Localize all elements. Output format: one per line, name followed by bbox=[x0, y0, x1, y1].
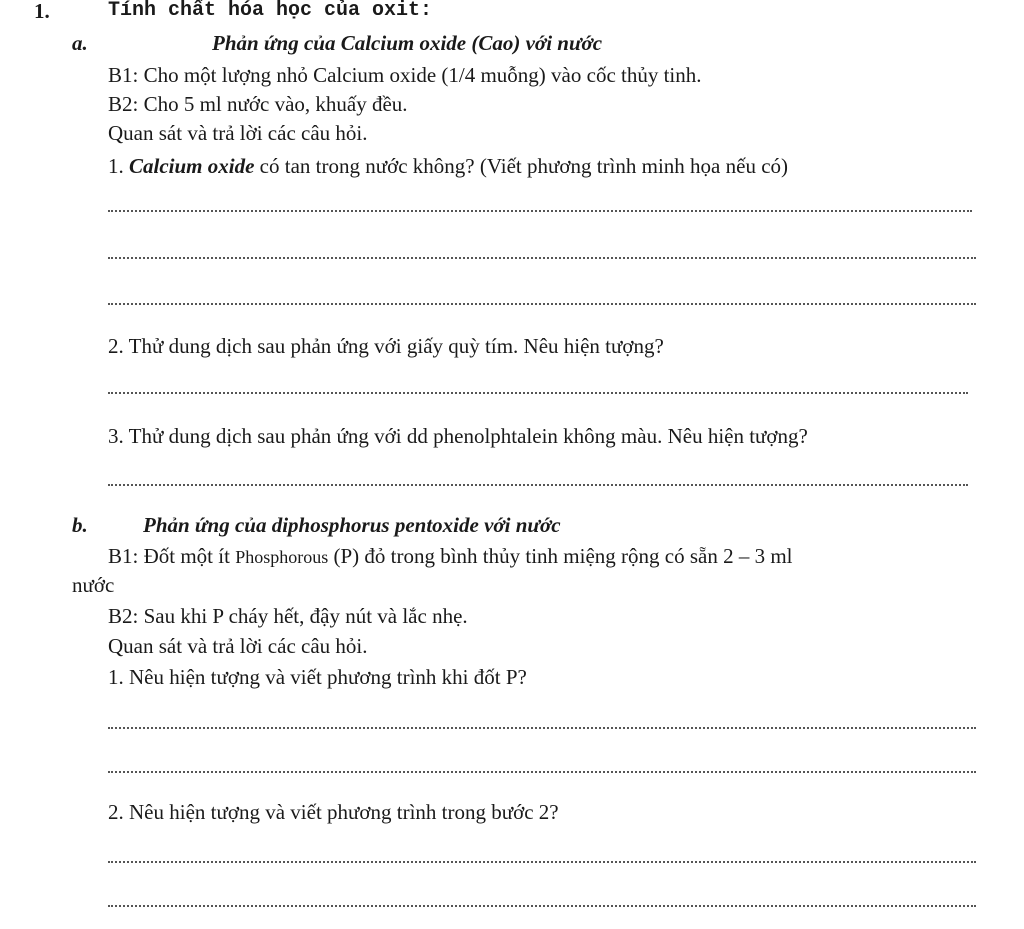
part-a-observe: Quan sát và trả lời các câu hỏi. bbox=[108, 121, 368, 145]
part-a-question-2: 2. Thử dung dịch sau phản ứng với giấy quỳ tím. Nêu hiện tượng? bbox=[108, 334, 664, 358]
step1-part-b: (P) đỏ trong bình thủy tinh miệng rộng có sẵn 2 – 3 ml bbox=[328, 544, 793, 568]
section-title: Tính chất hóa học của oxit: bbox=[108, 0, 433, 22]
q1-rest: có tan trong nước không? (Viết phương trình minh họa nếu có) bbox=[254, 154, 789, 178]
q1-number: 1. bbox=[108, 154, 129, 178]
part-b-title: Phản ứng của diphosphorus pentoxide với nước bbox=[143, 513, 561, 537]
part-b-question-1: 1. Nêu hiện tượng và viết phương trình khi đốt P? bbox=[108, 665, 527, 689]
answer-line[interactable] bbox=[108, 303, 976, 305]
q1-bold-term: Calcium oxide bbox=[129, 154, 255, 178]
answer-line[interactable] bbox=[108, 484, 968, 486]
part-a-title: Phản ứng của Calcium oxide (Cao) với nước bbox=[212, 31, 603, 55]
part-b-observe: Quan sát và trả lời các câu hỏi. bbox=[108, 634, 368, 658]
part-a-question-3: 3. Thử dung dịch sau phản ứng với dd phenolphtalein không màu. Nêu hiện tượng? bbox=[108, 424, 808, 448]
part-a-question-1 bbox=[108, 153, 788, 179]
answer-line[interactable] bbox=[108, 905, 976, 907]
answer-line[interactable] bbox=[108, 210, 972, 212]
answer-line[interactable] bbox=[108, 392, 968, 394]
part-b-step2: B2: Sau khi P cháy hết, đậy nút và lắc nhẹ. bbox=[108, 604, 468, 628]
part-a-step1: B1: Cho một lượng nhỏ Calcium oxide (1/4 muỗng) vào cốc thủy tinh. bbox=[108, 63, 702, 87]
part-a-label: a. bbox=[72, 31, 88, 55]
part-a-step2: B2: Cho 5 ml nước vào, khuấy đều. bbox=[108, 92, 408, 116]
answer-line[interactable] bbox=[108, 861, 976, 863]
section-number: 1. bbox=[34, 0, 50, 23]
step1-small: Phosphorous bbox=[235, 547, 329, 567]
answer-line[interactable] bbox=[108, 727, 976, 729]
part-b-label: b. bbox=[72, 513, 88, 537]
step1-part-a: B1: Đốt một ít bbox=[108, 544, 236, 568]
part-b-question-2: 2. Nêu hiện tượng và viết phương trình trong bước 2? bbox=[108, 800, 559, 824]
part-b-step1-continued: nước bbox=[72, 573, 115, 597]
answer-line[interactable] bbox=[108, 771, 976, 773]
answer-line[interactable] bbox=[108, 257, 976, 259]
part-b-step1 bbox=[108, 543, 793, 570]
